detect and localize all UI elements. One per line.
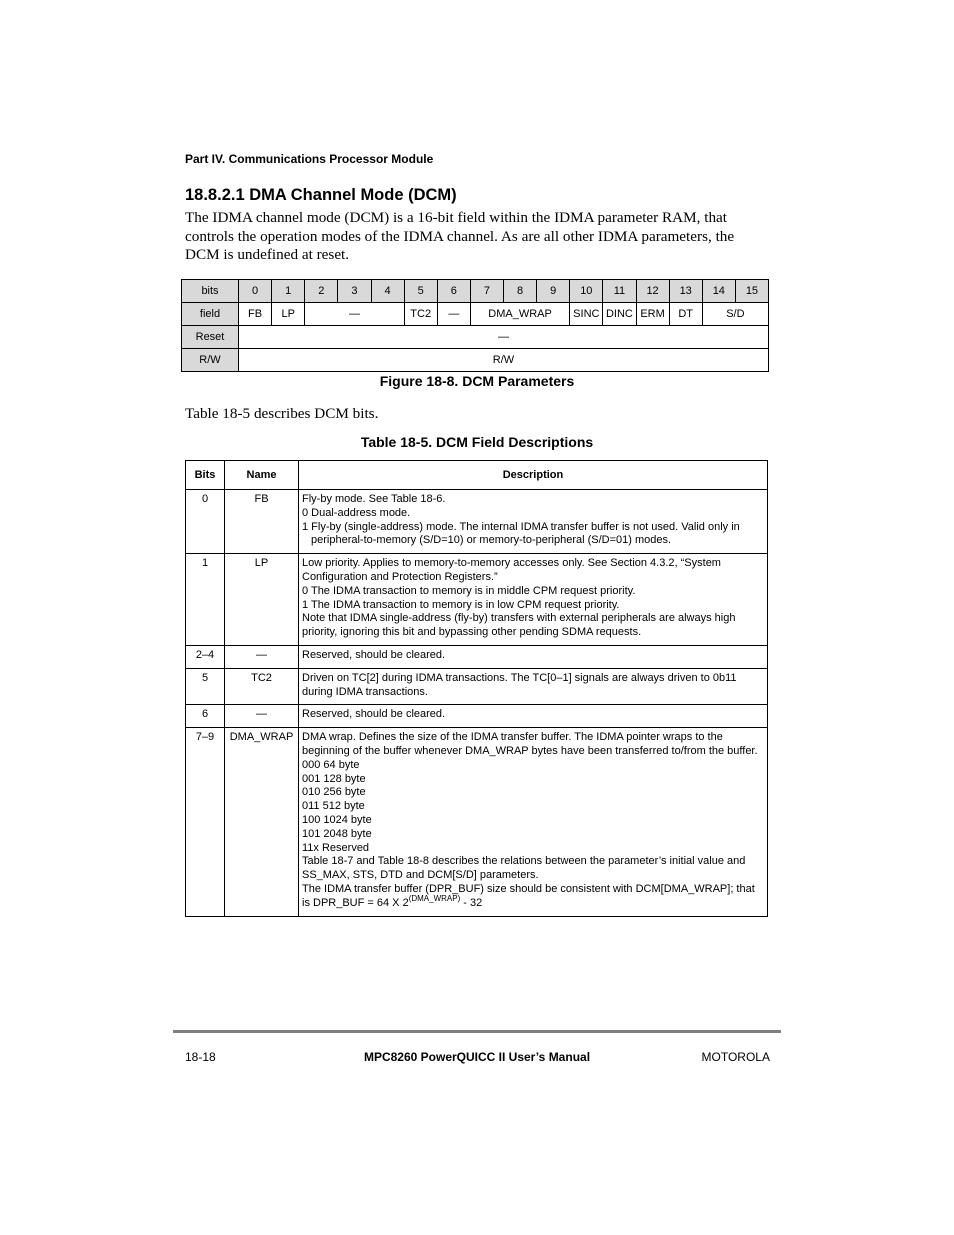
register-bits-row [182, 280, 769, 303]
description-line: 100 1024 byte [302, 813, 372, 826]
reset-value: — [239, 326, 769, 349]
part-header: Part IV. Communications Processor Module [185, 152, 434, 166]
field-dt: DT [669, 303, 702, 326]
manual-title: MPC8260 PowerQUICC II User’s Manual [363, 1050, 591, 1064]
table-row [186, 728, 768, 916]
description-line: Reserved, should be cleared. [302, 708, 446, 721]
field-fb: FB [239, 303, 272, 326]
header-name: Name [225, 461, 299, 490]
row-label-reset: Reset [182, 326, 239, 349]
description-line: 010 256 byte [302, 786, 366, 799]
row-bits: 5 [186, 668, 225, 705]
bit-1: 1 [272, 280, 305, 303]
field-reserved-6: — [437, 303, 470, 326]
bit-7: 7 [470, 280, 503, 303]
description-line: Fly-by mode. See Table 18-6. [302, 493, 446, 505]
row-name: — [225, 705, 299, 728]
description-line: 1 The IDMA transaction to memory is in low CPM request priority. [302, 598, 620, 611]
description-line: peripheral-to-memory (S/D=10) or memory-to-peripheral (S/D=01) modes. [311, 534, 672, 547]
register-map [181, 279, 769, 372]
formula-line [302, 893, 764, 911]
figure-caption: Figure 18-8. DCM Parameters [379, 373, 575, 389]
formula-suffix: - 32 [460, 896, 483, 909]
brand-name: MOTOROLA [701, 1050, 770, 1064]
bit-8: 8 [504, 280, 537, 303]
row-description [299, 705, 768, 728]
description-line: 0 The IDMA transaction to memory is in middle CPM request priority. [302, 584, 636, 597]
header-description: Description [299, 461, 768, 490]
bit-10: 10 [570, 280, 603, 303]
row-name: LP [225, 554, 299, 646]
description-line: DMA wrap. Defines the size of the IDMA transfer buffer. The IDMA pointer wraps to the beginning of the buffer whenever DMA_WRAP bytes have been transferred to/from the buffer. [302, 731, 758, 757]
description-line: 000 64 byte [302, 758, 360, 771]
field-erm: ERM [636, 303, 669, 326]
table-caption: Table 18-5. DCM Field Descriptions [360, 434, 594, 450]
intro-paragraph: The IDMA channel mode (DCM) is a 16-bit field within the IDMA parameter RAM, that controls the operation modes of the IDMA channel. As are all other IDMA parameters, the DCM is undefined at reset. [185, 209, 735, 263]
field-tc2: TC2 [404, 303, 437, 326]
rw-value: R/W [239, 349, 769, 372]
bit-0: 0 [239, 280, 272, 303]
table-row [186, 554, 768, 646]
row-bits: 6 [186, 705, 225, 728]
bit-4: 4 [371, 280, 404, 303]
formula-prefix: is DPR_BUF = 64 X 2 [302, 896, 409, 909]
description-line: 0 Dual-address mode. [302, 506, 411, 519]
bit-13: 13 [669, 280, 702, 303]
bit-3: 3 [338, 280, 371, 303]
bit-14: 14 [702, 280, 735, 303]
formula-exponent: (DMA_WRAP) [408, 893, 461, 903]
table-header-row [186, 461, 768, 490]
register-reset-row [182, 326, 769, 349]
section-title: 18.8.2.1 DMA Channel Mode (DCM) [185, 186, 457, 204]
table-row [186, 490, 768, 554]
bit-2: 2 [305, 280, 338, 303]
bit-15: 15 [735, 280, 768, 303]
row-bits: 2–4 [186, 645, 225, 668]
page-number: 18-18 [185, 1050, 216, 1064]
field-lp: LP [272, 303, 305, 326]
description-line: Reserved, should be cleared. [302, 648, 446, 661]
row-bits: 0 [186, 490, 225, 554]
field-descriptions-table [185, 460, 768, 917]
field-reserved-2-4: — [305, 303, 404, 326]
table-row [186, 705, 768, 728]
bit-5: 5 [404, 280, 437, 303]
description-line: The IDMA transfer buffer (DPR_BUF) size should be consistent with DCM[DMA_WRAP]; that [302, 882, 755, 895]
register-field-row [182, 303, 769, 326]
bit-11: 11 [603, 280, 636, 303]
description-line: 011 512 byte [302, 800, 365, 813]
field-dinc: DINC [603, 303, 636, 326]
bit-9: 9 [537, 280, 570, 303]
description-line: Table 18-7 and Table 18-8 describes the relations between the parameter’s initial value and SS_MAX, STS, DTD and DCM[S/D] parameters. [302, 855, 746, 882]
row-label-bits: bits [182, 280, 239, 303]
register-rw-row [182, 349, 769, 372]
field-sd: S/D [702, 303, 768, 326]
row-label-field: field [182, 303, 239, 326]
table-reference: Table 18-5 describes DCM bits. [185, 405, 379, 422]
row-name: — [225, 645, 299, 668]
row-name: DMA_WRAP [225, 728, 299, 916]
footer-rule [173, 1030, 781, 1033]
row-description [299, 645, 768, 668]
description-line: Driven on TC[2] during IDMA transactions. The TC[0–1] signals are always driven to 0b11 during IDMA transactions. [302, 671, 737, 698]
row-bits: 1 [186, 554, 225, 646]
row-description [299, 728, 768, 916]
description-line: 11x Reserved [302, 841, 370, 854]
field-sinc: SINC [570, 303, 603, 326]
row-description [299, 490, 768, 554]
row-bits: 7–9 [186, 728, 225, 916]
header-bits: Bits [186, 461, 225, 490]
description-line: 1 Fly-by (single-address) mode. The internal IDMA transfer buffer is not used. Valid only in [302, 520, 740, 533]
description-line: 101 2048 byte [302, 827, 372, 840]
description-line: Note that IDMA single-address (fly-by) transfers with external peripherals are always high priority, ignoring this bit and bypassing other pending SDMA requests. [302, 612, 736, 639]
bit-12: 12 [636, 280, 669, 303]
table-row [186, 645, 768, 668]
bit-6: 6 [437, 280, 470, 303]
field-dma-wrap: DMA_WRAP [470, 303, 569, 326]
row-description [299, 668, 768, 705]
row-description [299, 554, 768, 646]
description-line: 001 128 byte [302, 772, 366, 785]
row-name: TC2 [225, 668, 299, 705]
description-line: Low priority. Applies to memory-to-memory accesses only. See Section 4.3.2, “System Configuration and Protection Registers.” [302, 557, 721, 583]
table-row [186, 668, 768, 705]
row-label-rw: R/W [182, 349, 239, 372]
row-name: FB [225, 490, 299, 554]
